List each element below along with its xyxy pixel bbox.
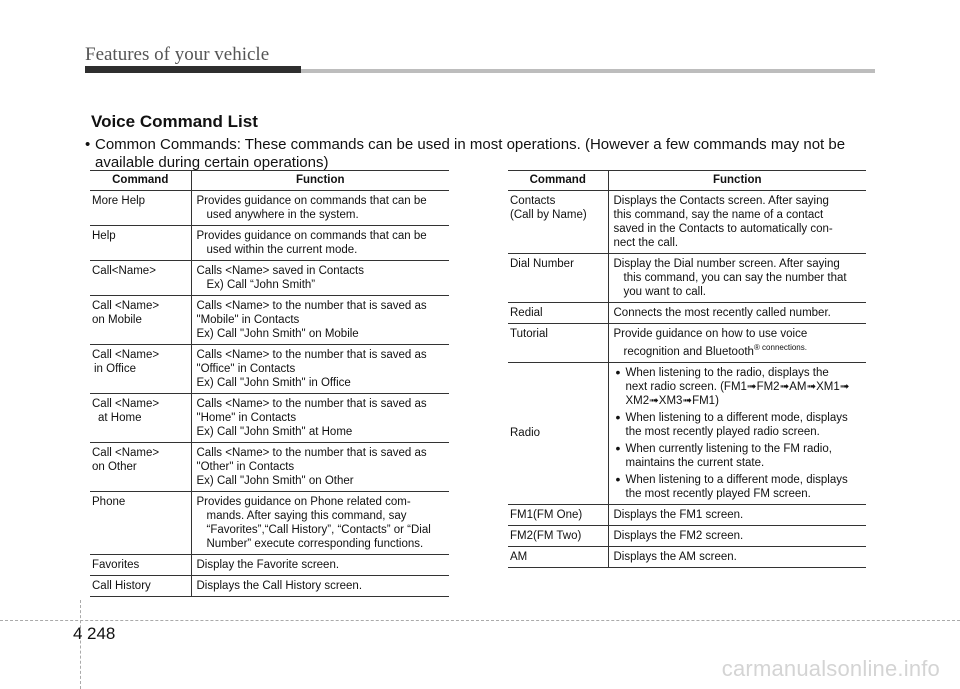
function-line: this command, you can say the number that <box>623 272 847 284</box>
command-line: on Mobile <box>92 314 142 326</box>
command-cell: Help <box>90 226 191 261</box>
function-line: Display the Favorite screen. <box>196 559 340 571</box>
section-title: Voice Command List <box>91 112 258 131</box>
bullet-line: the most recently played FM screen. <box>625 487 811 500</box>
command-cell: Radio <box>508 362 608 504</box>
function-line: Displays the Contacts screen. After saying <box>613 195 829 207</box>
command-cell: AM <box>508 546 608 567</box>
command-table-right <box>508 170 866 568</box>
function-cell <box>608 324 866 363</box>
command-cell <box>90 394 191 443</box>
function-line: Ex) Call "John Smith" at Home <box>196 426 353 438</box>
function-cell <box>191 345 449 394</box>
page-number-value: 248 <box>87 624 116 643</box>
function-text: ® connections. <box>753 343 807 352</box>
table-header-row <box>508 171 866 191</box>
command-cell: Call History <box>90 576 191 597</box>
command-cell: Favorites <box>90 555 191 576</box>
command-cell: Redial <box>508 303 608 324</box>
intro-line-2: available during certain operations) <box>95 154 329 171</box>
table-row <box>90 555 449 576</box>
table-row <box>508 303 866 324</box>
command-line: Call <Name> <box>92 300 160 312</box>
command-cell: Phone <box>90 492 191 555</box>
function-line: Calls <Name> to the number that is saved as <box>196 300 427 312</box>
function-line: "Home" in Contacts <box>196 412 297 424</box>
command-line: at Home <box>98 412 142 424</box>
command-cell <box>90 296 191 345</box>
function-cell <box>191 443 449 492</box>
table-row <box>508 362 866 504</box>
function-line: Calls <Name> to the number that is saved as <box>196 447 427 459</box>
function-cell <box>191 394 449 443</box>
footer-rule <box>0 620 960 621</box>
function-line: Calls <Name> to the number that is saved as <box>196 349 427 361</box>
function-line: Calls <Name> to the number that is saved as <box>196 398 427 410</box>
function-line <box>614 341 865 359</box>
header-rule-accent <box>85 66 301 73</box>
bullet-item <box>614 411 865 439</box>
table-row <box>90 226 449 261</box>
function-cell <box>191 555 449 576</box>
column-header-command: Command <box>90 171 191 191</box>
table-row <box>90 261 449 296</box>
function-line: Calls <Name> saved in Contacts <box>196 265 364 277</box>
function-line: Provide guidance on how to use voice <box>613 328 808 340</box>
function-cell <box>191 226 449 261</box>
table-row <box>508 324 866 363</box>
function-line: mands. After saying this command, say <box>206 510 407 522</box>
intro-bullet <box>85 136 885 172</box>
function-line: Provides guidance on Phone related com- <box>196 496 411 508</box>
function-line: nect the call. <box>613 237 679 249</box>
table-row <box>90 492 449 555</box>
command-line: Call <Name> <box>92 447 160 459</box>
function-line: Ex) Call "John Smith" on Mobile <box>196 328 359 340</box>
function-line: Displays the FM2 screen. <box>613 529 744 542</box>
column-header-function: Function <box>191 171 449 191</box>
watermark: carmanualsonline.info <box>721 656 940 681</box>
function-cell <box>608 525 866 546</box>
function-cell <box>608 546 866 567</box>
command-cell <box>508 191 608 254</box>
function-line: Number” execute corresponding functions. <box>206 538 424 550</box>
table-row <box>508 254 866 303</box>
table-row <box>90 394 449 443</box>
command-line: on Other <box>92 461 137 473</box>
column-header-command: Command <box>508 171 608 191</box>
table-row <box>508 546 866 567</box>
table-row <box>508 525 866 546</box>
command-cell: More Help <box>90 191 191 226</box>
function-cell <box>608 504 866 525</box>
table-row <box>508 191 866 254</box>
table-row <box>90 296 449 345</box>
function-cell <box>608 362 866 504</box>
function-line: you want to call. <box>623 286 706 298</box>
bullet-line: the most recently played radio screen. <box>625 425 820 438</box>
header-title: Features of your vehicle <box>85 44 270 65</box>
function-line: "Office" in Contacts <box>196 363 296 375</box>
function-line: Display the Dial number screen. After saying <box>613 258 840 270</box>
function-line: Ex) Call "John Smith" in Office <box>196 377 351 389</box>
function-line: Provides guidance on commands that can be <box>196 195 427 207</box>
bullet-item <box>614 366 865 408</box>
command-cell: Call<Name> <box>90 261 191 296</box>
table-row <box>508 504 866 525</box>
function-line: Ex) Call “John Smith” <box>206 279 316 291</box>
bullet-line: XM2➟XM3➟FM1) <box>625 394 719 407</box>
function-cell <box>191 261 449 296</box>
footer-rule-vertical <box>80 600 81 689</box>
function-line: saved in the Contacts to automatically con- <box>613 223 833 235</box>
command-line: in Office <box>94 363 136 375</box>
intro-line-1: Common Commands: These commands can be used in most operations. (However a few commands may not be <box>95 136 846 153</box>
function-line: "Other" in Contacts <box>196 461 295 473</box>
bullet-line: • When listening to a different mode, displays <box>625 473 848 486</box>
bullet-line: • When listening to the radio, displays the <box>625 366 829 379</box>
function-line: "Mobile" in Contacts <box>196 314 300 326</box>
function-line: this command, say the name of a contact <box>613 209 824 221</box>
bullet-item <box>614 442 865 470</box>
function-cell <box>191 296 449 345</box>
table-row <box>90 576 449 597</box>
command-line: Contacts <box>510 195 556 207</box>
function-line: Displays the FM1 screen. <box>613 508 744 521</box>
command-line: (Call by Name) <box>510 209 587 221</box>
function-line: Displays the AM screen. <box>613 550 737 563</box>
bullet-line: next radio screen. (FM1➟FM2➟AM➟XM1➟ <box>625 380 850 393</box>
function-line: used within the current mode. <box>206 244 358 256</box>
function-line: Provides guidance on commands that can be <box>196 230 427 242</box>
function-text: recognition and Bluetooth <box>623 345 754 358</box>
command-line: Call <Name> <box>92 398 160 410</box>
command-cell <box>90 443 191 492</box>
function-line: Ex) Call "John Smith" on Other <box>196 475 354 487</box>
function-cell <box>191 191 449 226</box>
function-line: used anywhere in the system. <box>206 209 359 221</box>
function-cell <box>608 191 866 254</box>
column-header-function: Function <box>608 171 866 191</box>
bullet-item <box>614 473 865 501</box>
function-cell <box>608 303 866 324</box>
bullet-dot: • <box>85 136 91 153</box>
chapter-number: 4 <box>73 624 83 643</box>
function-line: Connects the most recently called number. <box>613 307 831 319</box>
command-cell: FM2(FM Two) <box>508 525 608 546</box>
command-cell: Dial Number <box>508 254 608 303</box>
command-cell: Tutorial <box>508 324 608 363</box>
table-row <box>90 191 449 226</box>
command-cell: FM1(FM One) <box>508 504 608 525</box>
function-cell <box>608 254 866 303</box>
function-line: Displays the Call History screen. <box>196 580 363 592</box>
function-cell <box>191 576 449 597</box>
bullet-line: • When currently listening to the FM radio, <box>625 442 832 455</box>
bullet-line: • When listening to a different mode, displays <box>625 411 848 424</box>
table-row <box>90 443 449 492</box>
table-row <box>90 345 449 394</box>
command-line: Call <Name> <box>92 349 160 361</box>
command-cell <box>90 345 191 394</box>
function-line: “Favorites”,“Call History”, “Contacts” or “Dial <box>206 524 431 536</box>
bullet-line: maintains the current state. <box>625 456 765 469</box>
function-cell <box>191 492 449 555</box>
command-table-left <box>90 170 449 597</box>
table-header-row <box>90 171 449 191</box>
